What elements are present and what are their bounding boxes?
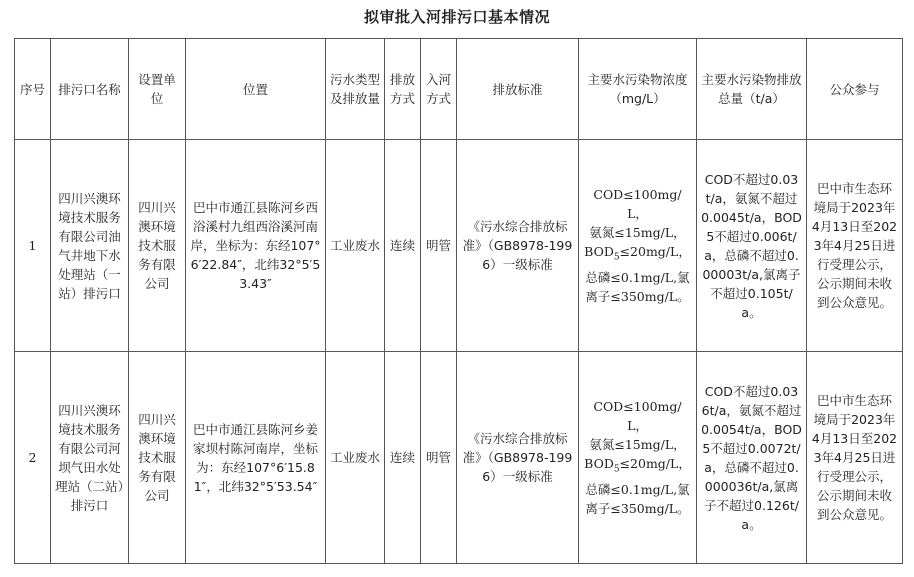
header-public: 公众参与: [807, 39, 903, 140]
cell-unit: 四川兴澳环境技术服务有限公司: [129, 352, 186, 564]
table-row: [15, 352, 903, 564]
conc-ammonia: 氨氮≤15mg/L，: [589, 225, 686, 241]
conc-bod-sub: 5: [613, 252, 620, 263]
cell-public: 巴中市生态环境局于2023年4月13日至2023年4月25日进行受理公示，公示期间未收到公众意见。: [807, 140, 903, 352]
cell-total: COD不超过0.036t/a，氨氮不超过0.0054t/a，BOD5不超过0.0072t/a，总磷不超过0.000036t/a,氯离子不超过0.126t/a。: [697, 352, 807, 564]
cell-wastewater: 工业废水: [326, 352, 385, 564]
header-outlet-name: 排污口名称: [51, 39, 129, 140]
header-total: 主要水污染物排放总量（t/a）: [697, 39, 807, 140]
cell-seq: 1: [15, 140, 51, 352]
cell-seq: 2: [15, 352, 51, 564]
conc-cod: COD≤100mg/L，: [593, 187, 682, 222]
cell-inflow-mode: 明管: [421, 352, 457, 564]
cell-concentration: [579, 140, 697, 352]
conc-phosphorus-chloride: 总磷≤0.1mg/L,氯离子≤350mg/L。: [585, 269, 690, 304]
cell-wastewater: 工业废水: [326, 140, 385, 352]
conc-bod-sub: 5: [613, 464, 620, 475]
table-row: [15, 140, 903, 352]
cell-location: 巴中市通江县陈河乡姜家坝村陈河南岸，坐标为：东经107°6′15.81″，北纬32°5′53.54″: [186, 352, 326, 564]
header-wastewater: 污水类型及排放量: [326, 39, 385, 140]
cell-discharge-mode: 连续: [385, 140, 421, 352]
outlet-table: [14, 38, 903, 564]
cell-inflow-mode: 明管: [421, 140, 457, 352]
conc-bod-suffix: ≤20mg/L，: [619, 456, 691, 472]
conc-phosphorus-chloride: 总磷≤0.1mg/L,氯离子≤350mg/L。: [585, 481, 690, 516]
header-discharge-mode: 排放方式: [385, 39, 421, 140]
cell-location: 巴中市通江县陈河乡西浴溪村九组西浴溪河南岸，坐标为：东经107°6′22.84″，北纬32°5′53.43″: [186, 140, 326, 352]
header-standard: 排放标准: [457, 39, 579, 140]
cell-outlet-name: 四川兴澳环境技术服务有限公司油气井地下水处理站（一站）排污口: [51, 140, 129, 352]
conc-cod: COD≤100mg/L，: [593, 399, 682, 434]
header-row: [15, 39, 903, 140]
conc-bod-suffix: ≤20mg/L，: [619, 244, 691, 260]
header-inflow-mode: 入河方式: [421, 39, 457, 140]
cell-standard: 《污水综合排放标准》（GB8978-1996）一级标准: [457, 352, 579, 564]
conc-bod-prefix: BOD: [584, 456, 614, 472]
page-title: 拟审批入河排污口基本情况: [363, 8, 550, 26]
cell-outlet-name: 四川兴澳环境技术服务有限公司河坝气田水处理站（二站）排污口: [51, 352, 129, 564]
cell-discharge-mode: 连续: [385, 352, 421, 564]
cell-unit: 四川兴澳环境技术服务有限公司: [129, 140, 186, 352]
conc-ammonia: 氨氮≤15mg/L，: [589, 437, 686, 453]
conc-bod-prefix: BOD: [584, 244, 614, 260]
header-concentration: 主要水污染物浓度（mg/L）: [579, 39, 697, 140]
cell-standard: 《污水综合排放标准》（GB8978-1996）一级标准: [457, 140, 579, 352]
cell-public: 巴中市生态环境局于2023年4月13日至2023年4月25日进行受理公示，公示期间未收到公众意见。: [807, 352, 903, 564]
cell-total: COD不超过0.03t/a，氨氮不超过0.0045t/a，BOD5不超过0.006t/a，总磷不超过0.00003t/a,氯离子不超过0.105t/a。: [697, 140, 807, 352]
header-location: 位置: [186, 39, 326, 140]
header-seq: 序号: [15, 39, 51, 140]
header-unit: 设置单位: [129, 39, 186, 140]
cell-concentration: [579, 352, 697, 564]
